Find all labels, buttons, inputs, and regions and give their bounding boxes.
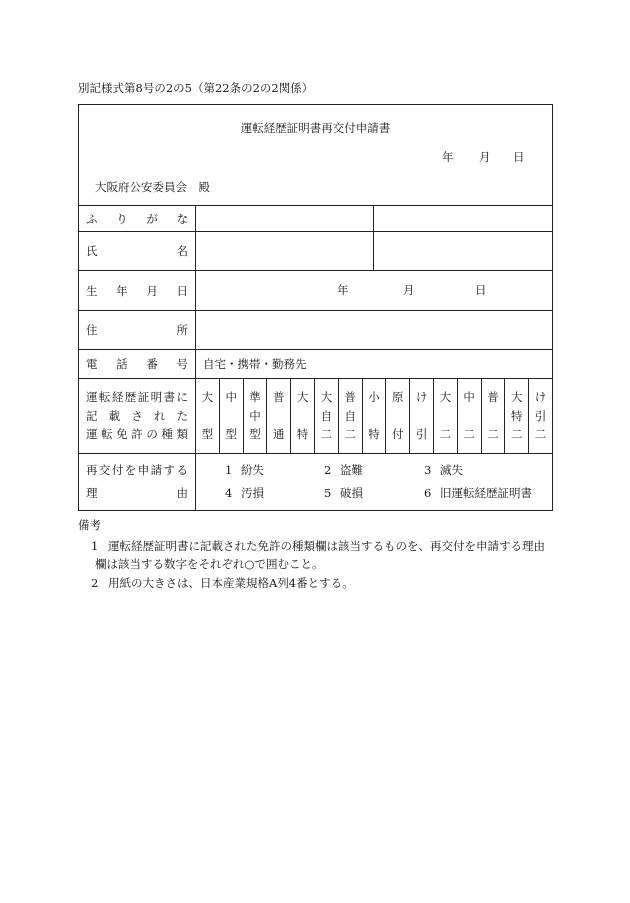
- glyph: 申: [137, 463, 150, 477]
- reason-label-line: [86, 463, 188, 477]
- glyph: 類: [176, 427, 188, 441]
- glyph: 載: [108, 408, 121, 423]
- license-type-option: [195, 379, 219, 453]
- glyph: 普: [344, 390, 356, 404]
- note-number: 1: [91, 539, 99, 553]
- glyph: 中: [463, 390, 475, 404]
- glyph: 電: [86, 357, 98, 371]
- glyph: 運: [86, 390, 98, 404]
- form-reference: 別記様式第8号の2の5（第22条の2の2関係）: [78, 81, 314, 95]
- glyph: 住: [86, 323, 98, 337]
- reason-option-label: 滅失: [440, 463, 463, 477]
- glyph: 型: [225, 427, 237, 441]
- glyph: 由: [176, 486, 188, 500]
- name-entry-area: [196, 232, 373, 270]
- glyph: 号: [176, 357, 188, 371]
- address-row: [79, 310, 552, 349]
- reason-option: [225, 463, 324, 477]
- glyph: 請: [150, 463, 163, 477]
- reason-option-number: 2: [324, 463, 332, 477]
- glyph: 付: [111, 463, 124, 477]
- license-type-option: [338, 379, 362, 453]
- glyph: 二: [534, 427, 547, 441]
- birth-date-label: [86, 284, 188, 298]
- reason-option-number: 6: [424, 486, 432, 500]
- license-types-label-line: [86, 427, 188, 441]
- glyph: 経: [111, 390, 124, 404]
- glyph: 中: [249, 408, 261, 423]
- furigana-row: [79, 205, 552, 231]
- phone-value-cell: [195, 350, 552, 378]
- license-type-option: [219, 379, 243, 453]
- license-type-option: [243, 379, 267, 453]
- glyph: 再: [86, 463, 98, 477]
- glyph: 免: [116, 427, 128, 441]
- glyph: 生: [86, 283, 98, 298]
- glyph: 中: [225, 390, 237, 404]
- name-value-cell: [195, 232, 552, 270]
- note-text-line: 欄は該当する数字をそれぞれ○で囲むこと。: [95, 557, 324, 571]
- application-form: [78, 104, 553, 511]
- glyph: を: [124, 463, 137, 477]
- glyph: 名: [176, 244, 188, 258]
- glyph: 大: [201, 390, 214, 404]
- license-type-columns: [195, 379, 552, 453]
- phone-row: [79, 349, 552, 378]
- glyph: 自: [344, 408, 356, 423]
- glyph: 自: [320, 408, 333, 423]
- license-types-label-cell: [79, 379, 195, 453]
- license-types-label-line: [86, 409, 188, 423]
- reason-option-label: 旧運転経歴証明書: [440, 486, 532, 500]
- license-types-row: [79, 378, 552, 453]
- notes-heading: 備考: [78, 518, 101, 532]
- license-type-option: [528, 379, 552, 453]
- name-label: [86, 244, 188, 258]
- glyph: 日: [176, 283, 188, 298]
- furigana-label: [86, 212, 188, 226]
- glyph: 引: [415, 427, 428, 441]
- glyph: 特: [511, 408, 523, 423]
- glyph: 準: [249, 390, 261, 404]
- glyph: 所: [176, 323, 188, 337]
- name-row: [79, 231, 552, 270]
- glyph: 歴: [124, 390, 137, 404]
- glyph: 二: [439, 427, 452, 441]
- glyph: 小: [368, 390, 380, 404]
- glyph: た: [176, 408, 188, 423]
- reason-option-number: 4: [225, 486, 233, 500]
- glyph: 付: [392, 427, 404, 441]
- glyph: 普: [273, 390, 285, 404]
- reason-option-label: 破損: [340, 486, 363, 500]
- license-type-option: [504, 379, 528, 453]
- note-number: 2: [91, 576, 99, 590]
- reason-option: [424, 463, 552, 477]
- reason-option-number: 1: [225, 463, 233, 477]
- birth-date-value-cell: [195, 271, 552, 310]
- glyph: の: [146, 427, 158, 441]
- reason-option-number: 5: [324, 486, 332, 500]
- glyph: 証: [137, 390, 150, 404]
- glyph: ふ: [86, 211, 98, 226]
- glyph: 明: [150, 390, 163, 404]
- glyph: 二: [511, 427, 523, 441]
- glyph: 特: [296, 427, 309, 441]
- glyph: 大: [511, 390, 523, 404]
- birth-year-unit: 年: [337, 283, 349, 297]
- glyph: 大: [320, 390, 333, 404]
- glyph: け: [534, 390, 547, 404]
- reason-option: [324, 486, 424, 500]
- birth-date-row: [79, 270, 552, 310]
- birth-day-unit: 日: [475, 283, 487, 297]
- glyph: 原: [392, 390, 404, 404]
- glyph: 番: [146, 357, 158, 371]
- application-date-year: 年: [442, 150, 454, 164]
- furigana-entry-area: [196, 206, 373, 231]
- form-header-block: [79, 105, 552, 205]
- glyph: 二: [463, 427, 475, 441]
- glyph: る: [176, 463, 188, 477]
- application-date-day: 日: [513, 150, 525, 164]
- glyph: 運: [86, 427, 98, 441]
- form-title: 運転経歴証明書再交付申請書: [240, 121, 391, 135]
- name-side-cell: [373, 232, 552, 270]
- reason-label-cell: [79, 454, 195, 510]
- glyph: さ: [131, 408, 143, 423]
- birth-month-unit: 月: [403, 283, 415, 297]
- glyph: り: [116, 211, 128, 226]
- glyph: 型: [249, 427, 261, 441]
- note-text-line: 用紙の大きさは、日本産業規格A列4番とする。: [108, 576, 354, 590]
- glyph: が: [146, 211, 158, 226]
- address-value-cell: [195, 311, 552, 349]
- reason-row: [79, 453, 552, 510]
- reason-option-label: 汚損: [241, 486, 264, 500]
- glyph: 転: [101, 427, 113, 441]
- license-type-option: [433, 379, 457, 453]
- addressee: 大阪府公安委員会 殿: [95, 180, 210, 194]
- furigana-value-cell: [195, 206, 552, 231]
- birth-date-label-cell: [79, 271, 195, 310]
- glyph: 二: [320, 427, 333, 441]
- glyph: 種: [161, 427, 173, 441]
- reason-options: [195, 454, 552, 510]
- address-label-cell: [79, 311, 195, 349]
- reason-option: [225, 486, 324, 500]
- furigana-side-cell: [373, 206, 552, 231]
- glyph: 通: [273, 427, 285, 441]
- glyph: 大: [296, 390, 309, 404]
- glyph: 月: [146, 283, 158, 298]
- glyph: な: [176, 211, 188, 226]
- phone-type-options: 自宅・携帯・勤務先: [203, 357, 307, 371]
- application-date-month: 月: [479, 150, 491, 164]
- reason-option: [324, 463, 424, 477]
- reason-option-label: 紛失: [241, 463, 264, 477]
- address-label: [86, 323, 188, 337]
- reason-label-line: [86, 486, 188, 500]
- license-type-option: [314, 379, 338, 453]
- note-text-line: 運転経歴証明書に記載された免許の種類欄は該当するものを、再交付を申請する理由: [108, 539, 545, 553]
- glyph: 転: [98, 390, 111, 404]
- glyph: 普: [487, 390, 499, 404]
- glyph: 二: [487, 427, 499, 441]
- license-type-option: [385, 379, 409, 453]
- phone-label-cell: [79, 350, 195, 378]
- reason-option: [424, 486, 552, 500]
- glyph: に: [176, 390, 188, 404]
- glyph: 年: [116, 283, 128, 298]
- glyph: 交: [98, 463, 111, 477]
- license-type-option: [266, 379, 290, 453]
- glyph: す: [163, 463, 176, 477]
- glyph: 許: [131, 427, 143, 441]
- license-type-option: [409, 379, 433, 453]
- glyph: け: [415, 390, 428, 404]
- glyph: 大: [439, 390, 452, 404]
- license-type-option: [290, 379, 314, 453]
- license-types-label-line: [86, 390, 188, 404]
- name-label-cell: [79, 232, 195, 270]
- glyph: 氏: [86, 244, 98, 258]
- reason-option-number: 3: [424, 463, 432, 477]
- glyph: 特: [368, 427, 380, 441]
- glyph: 記: [86, 408, 98, 423]
- glyph: 理: [86, 486, 98, 500]
- glyph: 話: [116, 357, 128, 371]
- phone-label: [86, 357, 188, 371]
- glyph: れ: [153, 408, 166, 423]
- glyph: 型: [201, 427, 214, 441]
- license-type-option: [481, 379, 505, 453]
- furigana-label-cell: [79, 206, 195, 231]
- license-type-option: [362, 379, 386, 453]
- license-type-option: [457, 379, 481, 453]
- glyph: 引: [534, 408, 547, 423]
- reason-option-label: 盗難: [340, 463, 363, 477]
- glyph: 書: [163, 390, 176, 404]
- glyph: 二: [344, 427, 356, 441]
